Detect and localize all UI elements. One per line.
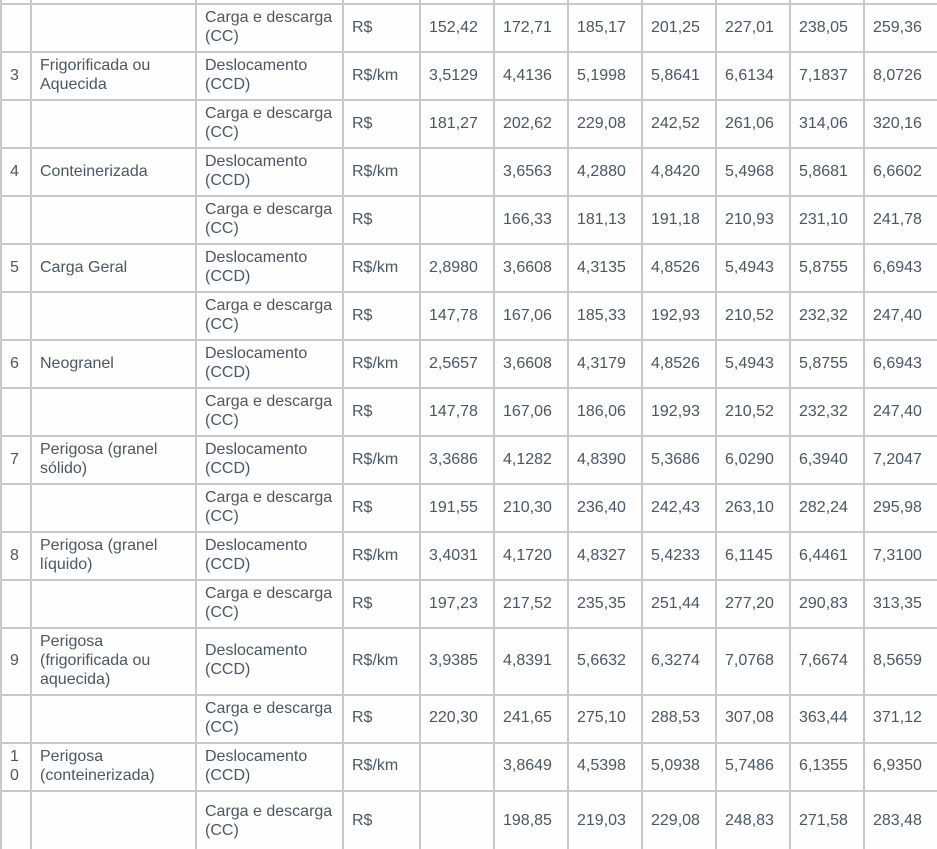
value-cell-4: 201,25 — [642, 4, 716, 52]
cargo-type-label — [31, 196, 196, 244]
value-cell-1 — [420, 743, 494, 791]
value-cell-7: 6,6943 — [864, 340, 937, 388]
value-cell-2: 172,71 — [494, 4, 568, 52]
item-number: 7 — [1, 436, 31, 484]
value-cell-1: 191,55 — [420, 484, 494, 532]
value-cell-1: 3,5129 — [420, 52, 494, 100]
value-cell-4: 242,52 — [642, 100, 716, 148]
value-cell-5: 210,52 — [716, 292, 790, 340]
value-cell-7: 6,6943 — [864, 244, 937, 292]
value-cell-2: 4,1282 — [494, 436, 568, 484]
value-cell-4: 191,18 — [642, 196, 716, 244]
value-cell-7: 371,12 — [864, 695, 937, 743]
value-cell-1: 147,78 — [420, 292, 494, 340]
value-cell-1 — [420, 791, 494, 849]
cargo-type-label: Neogranel — [31, 340, 196, 388]
table-row — [1, 196, 937, 244]
value-cell-3: 5,6632 — [568, 628, 642, 695]
value-cell-3: 186,06 — [568, 388, 642, 436]
value-cell-1 — [420, 196, 494, 244]
value-cell-1: 2,5657 — [420, 340, 494, 388]
value-cell-6: 7,1837 — [790, 52, 864, 100]
value-cell-5: 5,4943 — [716, 244, 790, 292]
table-row — [1, 52, 937, 100]
value-cell-3: 219,03 — [568, 791, 642, 849]
item-number — [1, 695, 31, 743]
value-cell-2: 3,6608 — [494, 244, 568, 292]
value-cell-4: 5,3686 — [642, 436, 716, 484]
value-cell-4: 4,8420 — [642, 148, 716, 196]
value-cell-6: 290,83 — [790, 580, 864, 628]
operation-type-label: Deslocamento (CCD) — [196, 436, 343, 484]
table-row — [1, 148, 937, 196]
value-cell-4: 4,8526 — [642, 340, 716, 388]
operation-type-label: Deslocamento (CCD) — [196, 52, 343, 100]
value-cell-1: 152,42 — [420, 4, 494, 52]
table-row — [1, 695, 937, 743]
value-cell-5: 307,08 — [716, 695, 790, 743]
unit-label: R$/km — [343, 148, 420, 196]
value-cell-7: 6,6602 — [864, 148, 937, 196]
value-cell-6: 232,32 — [790, 388, 864, 436]
value-cell-2: 4,1720 — [494, 532, 568, 580]
value-cell-7: 7,2047 — [864, 436, 937, 484]
value-cell-6: 7,6674 — [790, 628, 864, 695]
value-cell-7: 8,0726 — [864, 52, 937, 100]
value-cell-1: 3,4031 — [420, 532, 494, 580]
value-cell-5: 5,4968 — [716, 148, 790, 196]
item-number — [1, 292, 31, 340]
value-cell-6: 5,8755 — [790, 340, 864, 388]
cargo-type-label: Carga Geral — [31, 244, 196, 292]
value-cell-5: 6,0290 — [716, 436, 790, 484]
cargo-type-label: Perigosa (frigorificada ou aquecida) — [31, 628, 196, 695]
value-cell-1: 2,8980 — [420, 244, 494, 292]
value-cell-3: 4,8390 — [568, 436, 642, 484]
value-cell-7: 320,16 — [864, 100, 937, 148]
cargo-type-label — [31, 100, 196, 148]
value-cell-7: 6,9350 — [864, 743, 937, 791]
unit-label: R$/km — [343, 436, 420, 484]
cargo-type-label: Perigosa (granel líquido) — [31, 532, 196, 580]
value-cell-5: 5,7486 — [716, 743, 790, 791]
value-cell-4: 192,93 — [642, 388, 716, 436]
unit-label: R$ — [343, 292, 420, 340]
value-cell-4: 229,08 — [642, 791, 716, 849]
value-cell-1: 3,9385 — [420, 628, 494, 695]
value-cell-6: 6,3940 — [790, 436, 864, 484]
value-cell-2: 202,62 — [494, 100, 568, 148]
value-cell-7: 247,40 — [864, 388, 937, 436]
value-cell-3: 5,1998 — [568, 52, 642, 100]
value-cell-5: 6,6134 — [716, 52, 790, 100]
cargo-type-label — [31, 484, 196, 532]
value-cell-2: 166,33 — [494, 196, 568, 244]
value-cell-7: 8,5659 — [864, 628, 937, 695]
value-cell-7: 259,36 — [864, 4, 937, 52]
value-cell-6: 5,8681 — [790, 148, 864, 196]
operation-type-label: Carga e descarga (CC) — [196, 388, 343, 436]
rate-table-body — [1, 0, 937, 849]
table-row — [1, 340, 937, 388]
operation-type-label: Deslocamento (CCD) — [196, 244, 343, 292]
value-cell-5: 6,1145 — [716, 532, 790, 580]
table-row — [1, 580, 937, 628]
value-cell-5: 261,06 — [716, 100, 790, 148]
value-cell-3: 4,3135 — [568, 244, 642, 292]
value-cell-4: 6,3274 — [642, 628, 716, 695]
item-number — [1, 580, 31, 628]
unit-label: R$ — [343, 791, 420, 849]
value-cell-4: 4,8526 — [642, 244, 716, 292]
table-row — [1, 791, 937, 849]
table-row — [1, 484, 937, 532]
item-number: 6 — [1, 340, 31, 388]
value-cell-6: 231,10 — [790, 196, 864, 244]
item-number — [1, 388, 31, 436]
value-cell-6: 6,1355 — [790, 743, 864, 791]
value-cell-7: 241,78 — [864, 196, 937, 244]
item-number: 9 — [1, 628, 31, 695]
value-cell-6: 6,4461 — [790, 532, 864, 580]
operation-type-label: Carga e descarga (CC) — [196, 292, 343, 340]
value-cell-3: 4,8327 — [568, 532, 642, 580]
item-number — [1, 100, 31, 148]
table-row — [1, 244, 937, 292]
value-cell-7: 7,3100 — [864, 532, 937, 580]
item-number — [1, 196, 31, 244]
unit-label: R$/km — [343, 244, 420, 292]
table-row — [1, 292, 937, 340]
item-number — [1, 791, 31, 849]
value-cell-3: 229,08 — [568, 100, 642, 148]
value-cell-4: 192,93 — [642, 292, 716, 340]
value-cell-6: 232,32 — [790, 292, 864, 340]
value-cell-1: 3,3686 — [420, 436, 494, 484]
unit-label: R$ — [343, 484, 420, 532]
operation-type-label: Deslocamento (CCD) — [196, 628, 343, 695]
item-number: 5 — [1, 244, 31, 292]
unit-label: R$/km — [343, 340, 420, 388]
unit-label: R$ — [343, 100, 420, 148]
item-number: 4 — [1, 148, 31, 196]
operation-type-label: Carga e descarga (CC) — [196, 580, 343, 628]
unit-label: R$/km — [343, 628, 420, 695]
cargo-type-label — [31, 695, 196, 743]
value-cell-2: 167,06 — [494, 292, 568, 340]
value-cell-5: 210,93 — [716, 196, 790, 244]
value-cell-6: 282,24 — [790, 484, 864, 532]
value-cell-2: 4,8391 — [494, 628, 568, 695]
value-cell-5: 277,20 — [716, 580, 790, 628]
value-cell-1: 147,78 — [420, 388, 494, 436]
value-cell-7: 247,40 — [864, 292, 937, 340]
value-cell-4: 5,4233 — [642, 532, 716, 580]
value-cell-5: 263,10 — [716, 484, 790, 532]
value-cell-4: 5,0938 — [642, 743, 716, 791]
value-cell-7: 295,98 — [864, 484, 937, 532]
value-cell-2: 3,6563 — [494, 148, 568, 196]
table-row — [1, 388, 937, 436]
operation-type-label: Deslocamento (CCD) — [196, 148, 343, 196]
value-cell-6: 238,05 — [790, 4, 864, 52]
cargo-type-label: Perigosa (conteinerizada) — [31, 743, 196, 791]
value-cell-4: 251,44 — [642, 580, 716, 628]
value-cell-2: 217,52 — [494, 580, 568, 628]
value-cell-5: 248,83 — [716, 791, 790, 849]
operation-type-label: Carga e descarga (CC) — [196, 484, 343, 532]
value-cell-3: 4,2880 — [568, 148, 642, 196]
operation-type-label: Deslocamento (CCD) — [196, 532, 343, 580]
unit-label: R$ — [343, 196, 420, 244]
unit-label: R$/km — [343, 743, 420, 791]
unit-label: R$ — [343, 580, 420, 628]
operation-type-label: Deslocamento (CCD) — [196, 743, 343, 791]
cargo-type-label — [31, 388, 196, 436]
item-number: 8 — [1, 532, 31, 580]
value-cell-3: 4,3179 — [568, 340, 642, 388]
value-cell-3: 181,13 — [568, 196, 642, 244]
value-cell-2: 167,06 — [494, 388, 568, 436]
value-cell-2: 3,6608 — [494, 340, 568, 388]
value-cell-1: 220,30 — [420, 695, 494, 743]
item-number: 10 — [1, 743, 31, 791]
table-row — [1, 743, 937, 791]
item-number: 3 — [1, 52, 31, 100]
value-cell-5: 7,0768 — [716, 628, 790, 695]
value-cell-6: 5,8755 — [790, 244, 864, 292]
value-cell-6: 271,58 — [790, 791, 864, 849]
value-cell-4: 242,43 — [642, 484, 716, 532]
unit-label: R$ — [343, 4, 420, 52]
operation-type-label: Carga e descarga (CC) — [196, 4, 343, 52]
operation-type-label: Carga e descarga (CC) — [196, 791, 343, 849]
value-cell-4: 288,53 — [642, 695, 716, 743]
item-number — [1, 484, 31, 532]
item-number — [1, 4, 31, 52]
value-cell-3: 235,35 — [568, 580, 642, 628]
value-cell-3: 236,40 — [568, 484, 642, 532]
table-row — [1, 628, 937, 695]
cargo-type-label — [31, 4, 196, 52]
value-cell-6: 314,06 — [790, 100, 864, 148]
value-cell-2: 210,30 — [494, 484, 568, 532]
value-cell-5: 210,52 — [716, 388, 790, 436]
cargo-type-label: Conteinerizada — [31, 148, 196, 196]
value-cell-4: 5,8641 — [642, 52, 716, 100]
table-row — [1, 436, 937, 484]
cargo-type-label — [31, 791, 196, 849]
operation-type-label: Carga e descarga (CC) — [196, 100, 343, 148]
value-cell-1: 181,27 — [420, 100, 494, 148]
value-cell-2: 4,4136 — [494, 52, 568, 100]
unit-label: R$/km — [343, 532, 420, 580]
cargo-type-label — [31, 292, 196, 340]
table-row — [1, 532, 937, 580]
operation-type-label: Carga e descarga (CC) — [196, 695, 343, 743]
value-cell-1: 197,23 — [420, 580, 494, 628]
value-cell-3: 275,10 — [568, 695, 642, 743]
value-cell-7: 283,48 — [864, 791, 937, 849]
unit-label: R$ — [343, 388, 420, 436]
value-cell-2: 198,85 — [494, 791, 568, 849]
value-cell-3: 185,17 — [568, 4, 642, 52]
unit-label: R$ — [343, 695, 420, 743]
operation-type-label: Carga e descarga (CC) — [196, 196, 343, 244]
table-row — [1, 100, 937, 148]
value-cell-3: 4,5398 — [568, 743, 642, 791]
value-cell-5: 5,4943 — [716, 340, 790, 388]
value-cell-3: 185,33 — [568, 292, 642, 340]
value-cell-1 — [420, 148, 494, 196]
value-cell-2: 3,8649 — [494, 743, 568, 791]
unit-label: R$/km — [343, 52, 420, 100]
operation-type-label: Deslocamento (CCD) — [196, 340, 343, 388]
cargo-type-label: Perigosa (granel sólido) — [31, 436, 196, 484]
cargo-type-label: Frigorificada ou Aquecida — [31, 52, 196, 100]
table-row — [1, 4, 937, 52]
value-cell-6: 363,44 — [790, 695, 864, 743]
value-cell-5: 227,01 — [716, 4, 790, 52]
value-cell-2: 241,65 — [494, 695, 568, 743]
value-cell-7: 313,35 — [864, 580, 937, 628]
cargo-type-label — [31, 580, 196, 628]
